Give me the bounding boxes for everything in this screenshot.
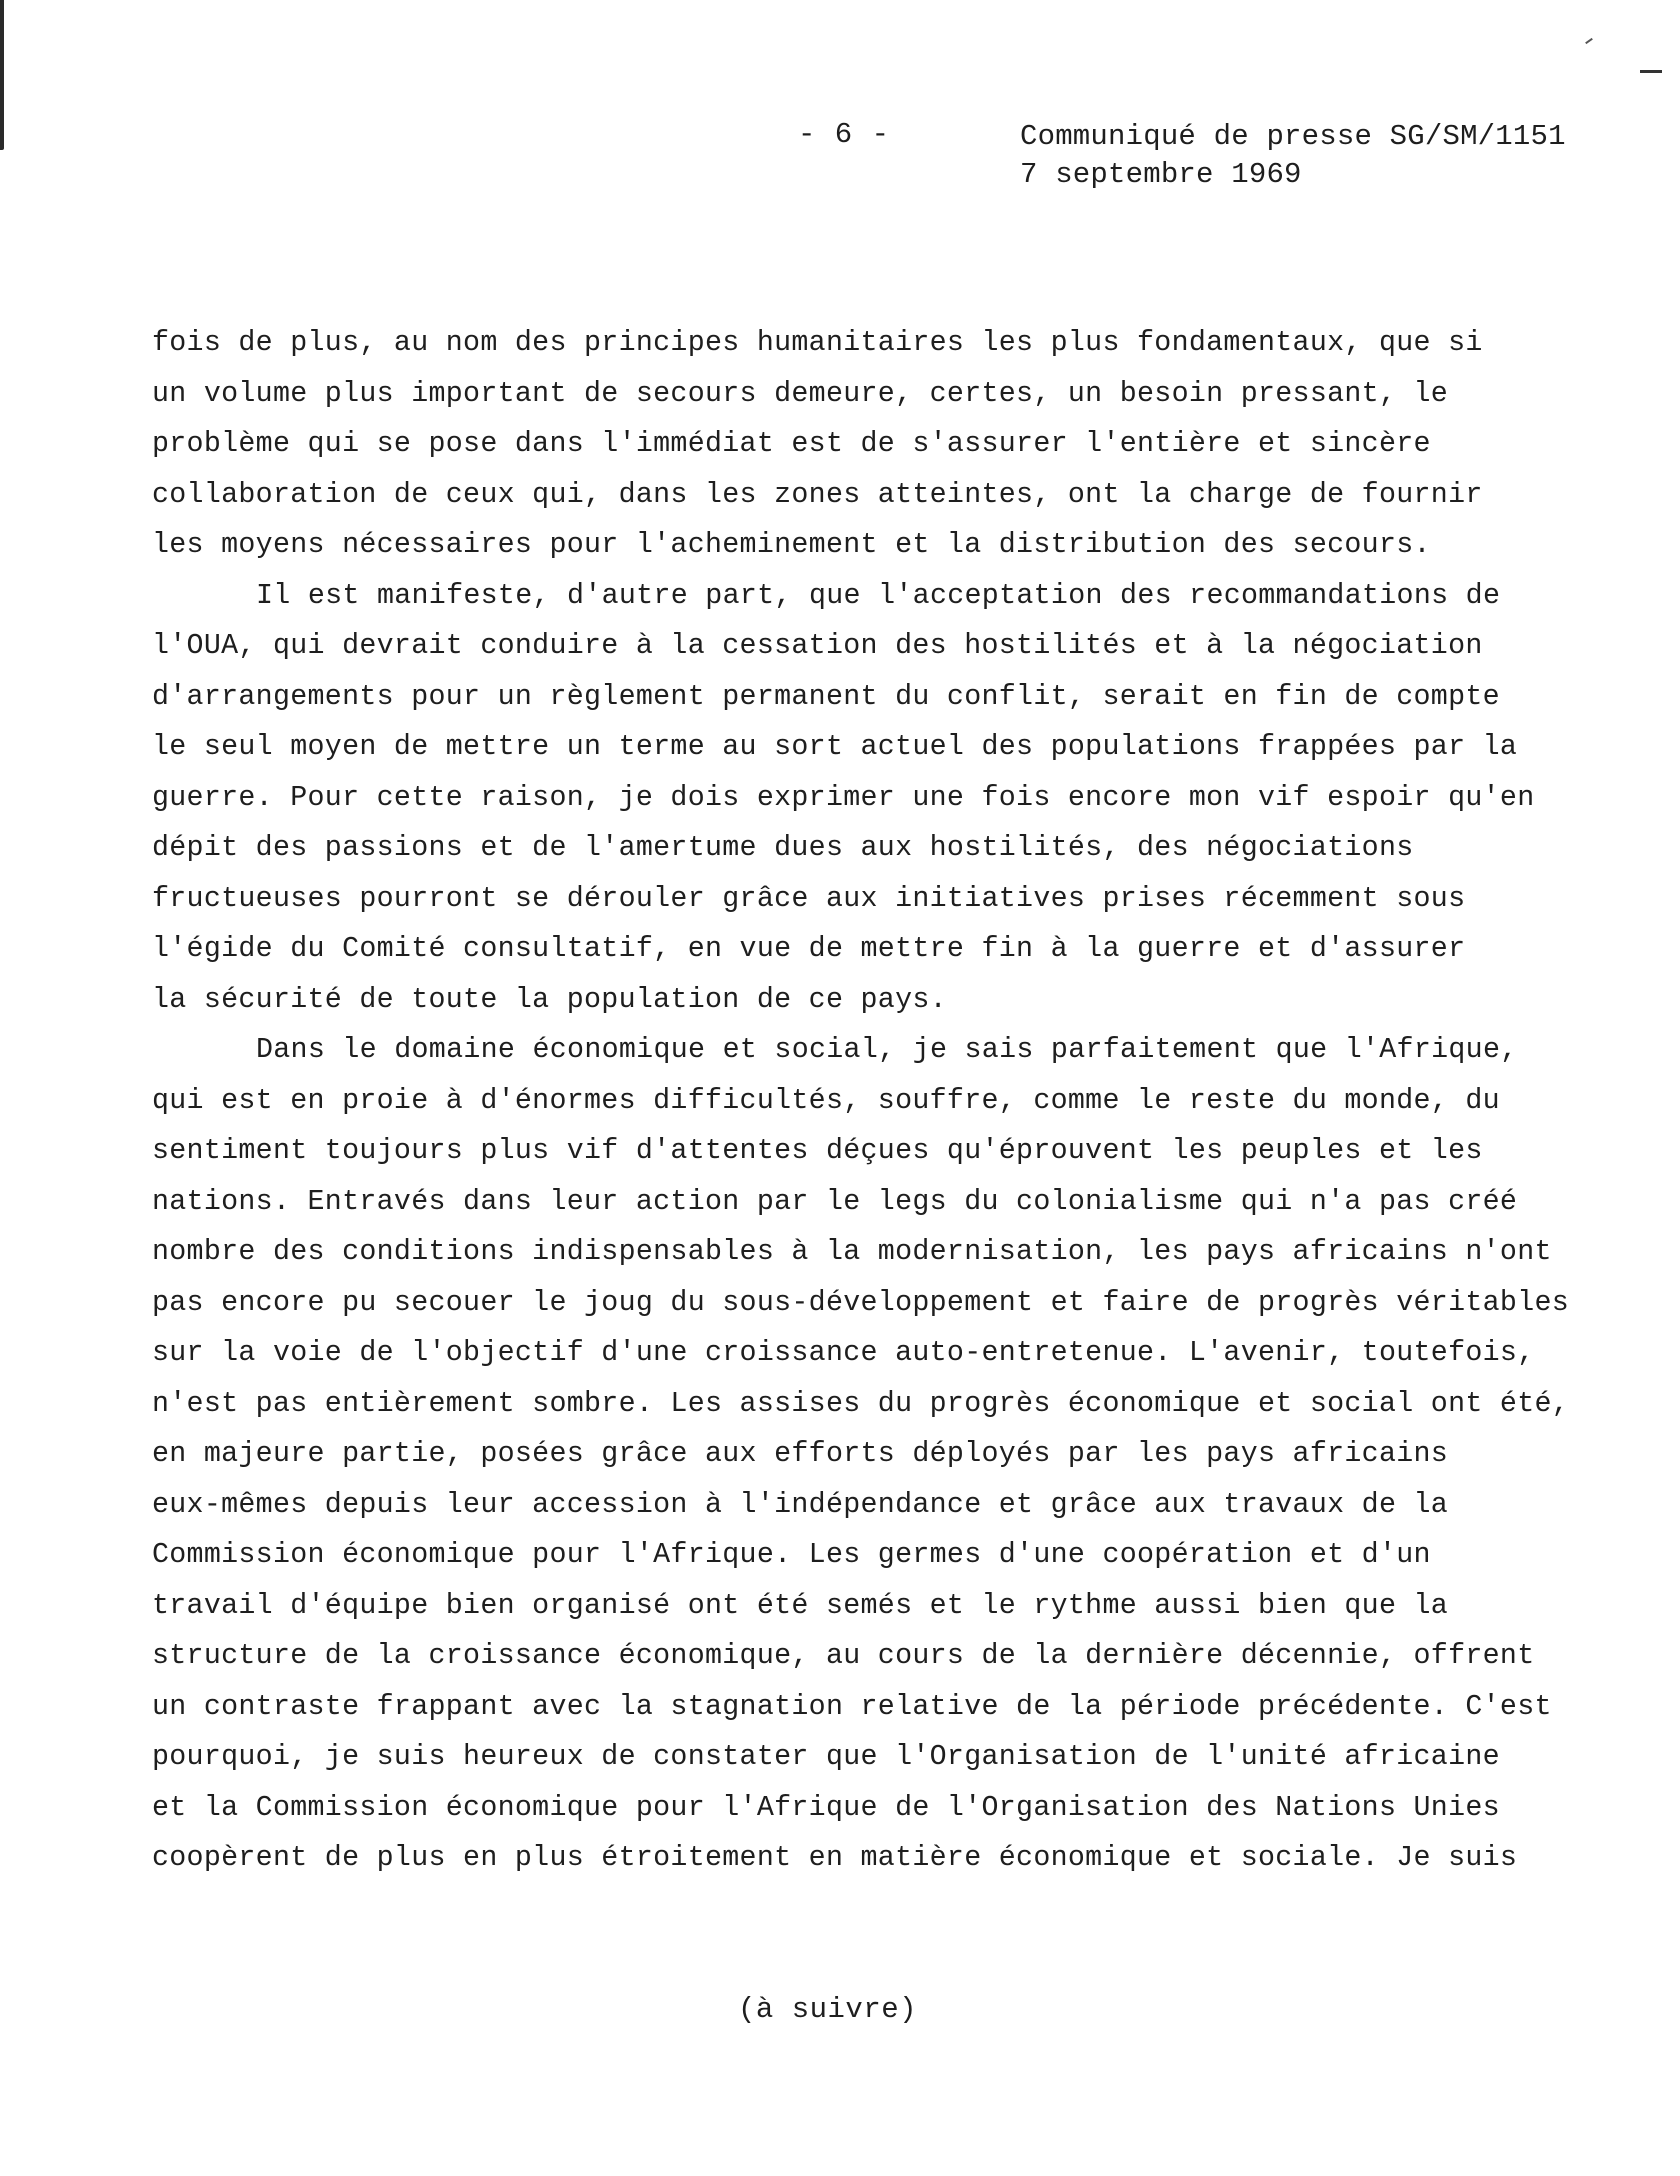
paragraph [152, 1025, 1570, 1884]
text-line: Commission économique pour l'Afrique. Les germes d'une coopération et d'un [152, 1539, 1431, 1571]
text-line: un contraste frappant avec la stagnation relative de la période précédente. C'est [152, 1690, 1552, 1723]
scan-dash-mark [1640, 70, 1662, 73]
text-line: eux-mêmes depuis leur accession à l'indépendance et grâce aux travaux de la [152, 1488, 1449, 1521]
header-reference-block [1020, 118, 1566, 194]
press-release-date: 7 septembre 1969 [1020, 158, 1302, 191]
text-line: sur la voie de l'objectif d'une croissance auto-entretenue. L'avenir, toutefois, [152, 1337, 1535, 1369]
text-line: fois de plus, au nom des principes humanitaires les plus fondamentaux, que si [152, 327, 1483, 359]
text-line: Il est manifeste, d'autre part, que l'acceptation des recommandations de [256, 579, 1501, 612]
text-line: qui est en proie à d'énormes difficultés, souffre, comme le reste du monde, du [152, 1084, 1500, 1117]
text-line: d'arrangements pour un règlement permanent du conflit, serait en fin de compte [152, 680, 1500, 713]
text-line: l'égide du Comité consultatif, en vue de mettre fin à la guerre et d'assurer [152, 933, 1466, 965]
text-line: sentiment toujours plus vif d'attentes déçues qu'éprouvent les peuples et les [152, 1135, 1483, 1167]
paragraph [152, 571, 1542, 1026]
text-line: pas encore pu secouer le joug du sous-développement et faire de progrès véritables [152, 1286, 1570, 1319]
text-line: la sécurité de toute la population de ce pays. [152, 983, 947, 1016]
text-line: coopèrent de plus en plus étroitement en matière économique et sociale. Je suis [152, 1842, 1518, 1874]
text-line: le seul moyen de mettre un terme au sort actuel des populations frappées par la [152, 731, 1518, 763]
text-line: structure de la croissance économique, au cours de la dernière décennie, offrent [152, 1640, 1535, 1672]
text-line: fructueuses pourront se dérouler grâce aux initiatives prises récemment sous [152, 882, 1466, 915]
text-line: problème qui se pose dans l'immédiat est de s'assurer l'entière et sincère [152, 428, 1431, 460]
text-line: travail d'équipe bien organisé ont été semés et le rythme aussi bien que la [152, 1589, 1449, 1622]
text-line: nombre des conditions indispensables à la modernisation, les pays africains n'ont [152, 1236, 1552, 1268]
scan-margin-mark [0, 0, 4, 150]
text-line: dépit des passions et de l'amertume dues aux hostilités, des négociations [152, 832, 1414, 864]
text-line: et la Commission économique pour l'Afrique de l'Organisation des Nations Unies [152, 1791, 1500, 1824]
text-line: guerre. Pour cette raison, je dois exprimer une fois encore mon vif espoir qu'en [152, 781, 1535, 814]
text-line: pourquoi, je suis heureux de constater que l'Organisation de l'unité africaine [152, 1741, 1500, 1773]
body-text [152, 318, 1570, 1884]
scan-speck [1585, 38, 1593, 44]
text-line: l'OUA, qui devrait conduire à la cessation des hostilités et à la négociation [152, 630, 1483, 662]
text-line: en majeure partie, posées grâce aux efforts déployés par les pays africains [152, 1438, 1449, 1470]
paragraph [152, 318, 1542, 571]
continuation-note: (à suivre) [738, 1993, 918, 2026]
page-number: - 6 - [798, 118, 891, 151]
text-line: Dans le domaine économique et social, je sais parfaitement que l'Afrique, [256, 1034, 1518, 1066]
text-line: un volume plus important de secours demeure, certes, un besoin pressant, le [152, 377, 1449, 410]
press-release-reference: Communiqué de presse SG/SM/1151 [1020, 120, 1566, 153]
text-line: n'est pas entièrement sombre. Les assises du progrès économique et social ont été, [152, 1387, 1570, 1420]
text-line: les moyens nécessaires pour l'acheminement et la distribution des secours. [152, 529, 1431, 561]
text-line: nations. Entravés dans leur action par le legs du colonialisme qui n'a pas créé [152, 1185, 1518, 1218]
text-line: collaboration de ceux qui, dans les zones atteintes, ont la charge de fournir [152, 478, 1483, 511]
